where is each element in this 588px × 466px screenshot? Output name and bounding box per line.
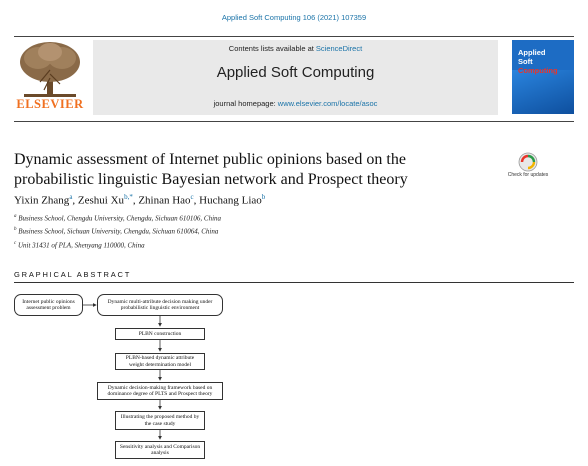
homepage-line: [93, 99, 498, 108]
article-title: Dynamic assessment of Internet public opinions based on the probabilistic linguistic Bayesian network and Prospect theory: [14, 151, 408, 188]
journal-cover-thumbnail[interactable]: [512, 40, 574, 114]
flow-box-plbn-construction: PLBN construction: [115, 328, 205, 340]
journal-banner: [93, 40, 498, 115]
affiliation-sup: c: [14, 240, 17, 246]
elsevier-wordmark: ELSEVIER: [16, 97, 84, 111]
author-sup[interactable]: b,*: [124, 193, 133, 201]
flow-box-decision-framework: Dynamic decision-making framework based on dominance degree of PLTS and Prospect theory: [97, 382, 223, 400]
graphical-abstract-rule: [14, 282, 574, 283]
affiliation-sup: a: [14, 214, 17, 219]
affiliation-list: [14, 211, 221, 251]
journal-title: Applied Soft Computing: [216, 64, 375, 81]
journal-homepage-link[interactable]: www.elsevier.com/locate/asoc: [277, 99, 378, 108]
author-sup[interactable]: a: [69, 193, 73, 201]
cover-graphic: [512, 70, 574, 114]
cover-line-2: Soft: [518, 57, 533, 66]
cover-line-1: Applied: [518, 48, 546, 57]
check-for-updates-label[interactable]: Check for updates: [507, 172, 549, 178]
author-name[interactable]: Huchang Liao: [199, 194, 262, 207]
graphical-abstract-heading: GRAPHICAL ABSTRACT: [14, 270, 132, 279]
author-sup[interactable]: b: [261, 193, 266, 201]
homepage-prefix: journal homepage:: [213, 99, 278, 108]
author-sup[interactable]: c: [190, 193, 194, 201]
header-top-rule: [14, 36, 574, 37]
flow-box-problem: Internet public opinions assessment problem: [14, 294, 83, 316]
author-name[interactable]: Zeshui Xu: [77, 194, 125, 207]
check-updates-icon: [513, 152, 543, 172]
flow-box-sensitivity-comparison: Sensitivity analysis and Comparison analysis: [115, 441, 205, 459]
contents-line: [93, 44, 498, 53]
flow-box-dynamic-madm: Dynamic multi-attribute decision making under probabilistic linguistic environment: [97, 294, 223, 316]
affiliation-text: Unit 31431 of PLA, Shenyang 110000, China: [17, 240, 145, 249]
affiliation: [14, 238, 221, 251]
flow-box-case-study: Illustrating the proposed method by the case study: [115, 411, 205, 430]
author-name[interactable]: Yixin Zhang: [14, 194, 70, 207]
sciencedirect-link[interactable]: ScienceDirect: [315, 44, 363, 53]
check-for-updates-badge[interactable]: [513, 152, 543, 186]
cover-title: [518, 48, 558, 75]
flow-box-weight-model: PLBN-based dynamic attribute weight determination model: [115, 353, 205, 370]
affiliation: [14, 211, 221, 224]
header-bottom-rule: [14, 121, 574, 122]
author-list: Yixin Zhang$^a$, Zeshui $Xu^{b,*}$, Zhinan Hao$^c$, Huchang Liao$^b$: [14, 193, 266, 207]
author-name[interactable]: Zhinan Hao: [138, 194, 191, 207]
affiliation: [14, 224, 221, 237]
cover-line-3: Computing: [518, 66, 558, 75]
affiliation-text: Business School, Chengdu University, Chengdu, Sichuan 610106, China: [18, 214, 222, 223]
affiliation-sup: b: [14, 227, 17, 233]
contents-prefix: Contents lists available at: [228, 44, 316, 53]
affiliation-text: Business School, Sichuan University, Chengdu, Sichuan 610064, China: [18, 227, 219, 236]
journal-citation[interactable]: Applied Soft Computing 106 (2021) 107359: [221, 13, 367, 22]
